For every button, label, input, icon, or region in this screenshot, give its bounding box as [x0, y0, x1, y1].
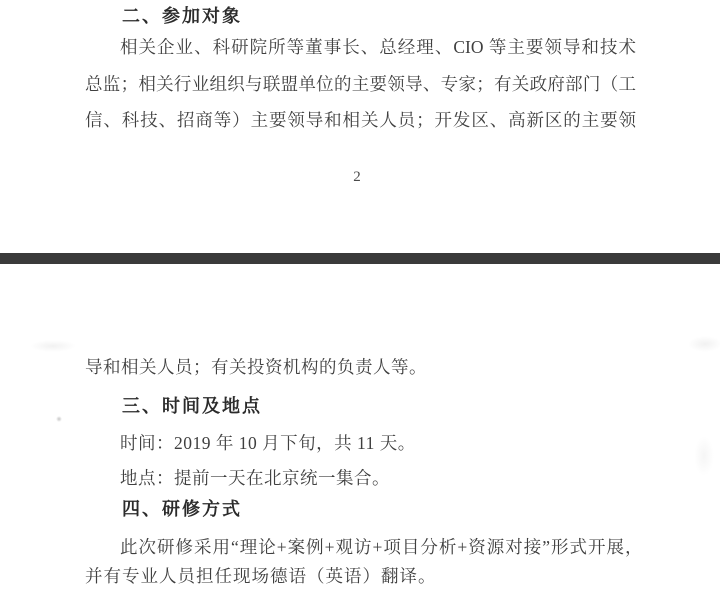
section-heading-method: 四、研修方式	[122, 499, 242, 519]
page-number: 2	[353, 169, 361, 185]
body-line-time: 时间：2019 年 10 月下旬，共 11 天。	[120, 433, 416, 453]
body-line: 相关企业、科研院所等董事长、总经理、CIO 等主要领导和技术	[120, 37, 636, 57]
page-separator	[0, 253, 720, 264]
page-3-top	[0, 264, 720, 598]
body-line: 总监；相关行业组织与联盟单位的主要领导、专家；有关政府部门（工	[85, 74, 636, 94]
section-heading-time-place: 三、时间及地点	[122, 396, 262, 416]
body-line: 此次研修采用“理论+案例+观访+项目分析+资源对接”形式开展，	[120, 537, 644, 557]
page-2-bottom	[0, 0, 720, 253]
section-heading-participants: 二、参加对象	[122, 6, 242, 26]
body-line: 导和相关人员；有关投资机构的负责人等。	[85, 357, 427, 377]
body-line: 信、科技、招商等）主要领导和相关人员；开发区、高新区的主要领	[85, 110, 636, 130]
body-line-place: 地点：提前一天在北京统一集合。	[120, 468, 390, 488]
body-line: 并有专业人员担任现场德语（英语）翻译。	[85, 566, 437, 586]
